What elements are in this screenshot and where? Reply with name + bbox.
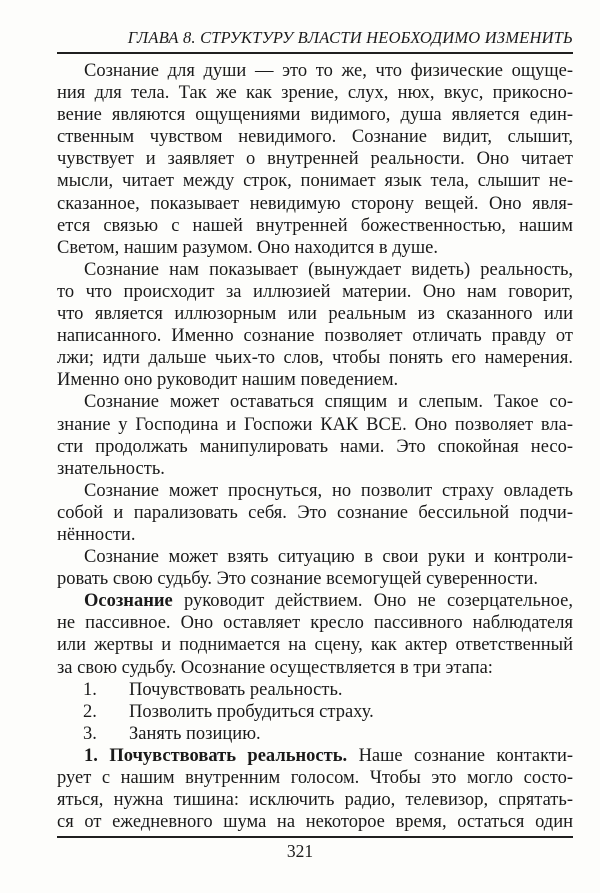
text-segment: яться, нужна тишина: исключить радио, телевизор, спрятать- bbox=[57, 790, 573, 811]
text-segment: ся от ежедневного шума на некоторое время, остаться один bbox=[57, 812, 573, 833]
text-line bbox=[57, 546, 573, 568]
text-segment: рует с нашим внутренним голосом. Чтобы это могло состо- bbox=[57, 768, 573, 788]
text-line bbox=[57, 126, 573, 148]
list-item-text: Почувствовать реальность. bbox=[129, 679, 343, 700]
text-line bbox=[57, 237, 573, 259]
text-segment: Наше сознание контакти- bbox=[347, 745, 573, 766]
text-line bbox=[57, 414, 573, 436]
text-line bbox=[57, 148, 573, 170]
text-segment: не пассивное. Оно оставляет кресло пассивного наблюдателя bbox=[57, 613, 573, 634]
text-segment: лжи; идти дальше чьих-то слов, чтобы понять его намерения. bbox=[57, 348, 573, 369]
text-segment: или жертвы и поднимается на сцену, как актер ответственный bbox=[57, 635, 573, 656]
text-segment: знательность. bbox=[57, 458, 165, 479]
text-line bbox=[57, 170, 573, 192]
text-line bbox=[57, 347, 573, 369]
text-segment: Светом, нашим разумом. Оно находится в душе. bbox=[57, 237, 438, 258]
text-line bbox=[57, 480, 573, 502]
text-line bbox=[57, 325, 573, 347]
numbered-list-item bbox=[57, 723, 573, 745]
text-segment: руководит действием. Оно не созерцательное, bbox=[172, 591, 573, 612]
page-number: 321 bbox=[286, 841, 314, 862]
text-line bbox=[57, 215, 573, 237]
text-segment: чувствует и заявляет о внутренней реальности. Оно читает bbox=[57, 149, 573, 170]
text-line bbox=[57, 82, 573, 104]
text-segment: Сознание нам показывает (вынуждает видеть) реальность, bbox=[84, 259, 573, 280]
text-line bbox=[57, 789, 573, 811]
text-segment: Сознание может проснуться, но позволит страху овладеть bbox=[84, 480, 573, 501]
text-segment: ровать свою судьбу. Это сознание всемогущей суверенности. bbox=[57, 569, 538, 590]
text-line bbox=[57, 811, 573, 833]
text-segment: Сознание может оставаться спящим и слепым. Такое со- bbox=[84, 392, 573, 413]
text-segment: вение являются ощущениями видимого, душа является един- bbox=[57, 105, 573, 126]
footer-rule bbox=[57, 836, 573, 838]
text-segment: Именно оно руководит нашим поведением. bbox=[57, 370, 399, 391]
list-item-number: 2. bbox=[83, 701, 97, 722]
text-segment: написанного. Именно сознание позволяет отличать правду от bbox=[57, 326, 573, 347]
text-line bbox=[57, 745, 573, 767]
text-line bbox=[57, 391, 573, 413]
text-line bbox=[57, 502, 573, 524]
text-segment: знание у Господина и Госпожи КАК ВСЕ. Оно позволяет вла- bbox=[57, 414, 573, 435]
text-line bbox=[57, 281, 573, 303]
text-segment: ния для тела. Так же как зрение, слух, нюх, вкус, прикосно- bbox=[57, 83, 573, 104]
text-body bbox=[57, 60, 573, 833]
text-segment: нённости. bbox=[57, 524, 136, 545]
text-segment: сти продолжать манипулировать нами. Это спокойная несо- bbox=[57, 436, 573, 457]
bold-text-segment: 1. Почувствовать реальность. bbox=[84, 745, 348, 766]
text-line bbox=[57, 524, 573, 546]
text-line bbox=[57, 104, 573, 126]
text-line bbox=[57, 60, 573, 82]
text-line bbox=[57, 436, 573, 458]
list-item-number: 1. bbox=[83, 679, 97, 700]
text-segment: собой и парализовать себя. Это сознание бессильной подчи- bbox=[57, 502, 573, 523]
list-item-number: 3. bbox=[83, 723, 97, 744]
text-segment: ственным чувством невидимого. Сознание видит, слышит, bbox=[57, 127, 573, 148]
text-segment: что является иллюзорным или реальным из сказанного или bbox=[57, 304, 573, 325]
list-item-text: Занять позицию. bbox=[129, 723, 261, 744]
text-segment: мысли, читает между строк, понимает язык тела, слышит не- bbox=[57, 171, 573, 192]
text-line bbox=[57, 259, 573, 281]
bold-text-segment: Осознание bbox=[84, 591, 173, 612]
text-line bbox=[57, 767, 573, 789]
text-segment: сказанное, показывает невидимую сторону вещей. Оно явля- bbox=[57, 193, 573, 214]
running-head-chapter-title: ГЛАВА 8. СТРУКТУРУ ВЛАСТИ НЕОБХОДИМО ИЗМЕНИТЬ bbox=[127, 28, 573, 47]
text-segment: Сознание может взять ситуацию в свои руки и контроли- bbox=[84, 547, 573, 568]
header-rule bbox=[57, 52, 573, 54]
text-segment: ется связью с нашей внутренней божественностью, нашим bbox=[57, 215, 573, 236]
numbered-list-item bbox=[57, 679, 573, 701]
text-line bbox=[57, 303, 573, 325]
text-line bbox=[57, 590, 573, 612]
text-segment: Сознание для души — это то же, что физические ощуще- bbox=[84, 61, 573, 81]
numbered-list-item bbox=[57, 701, 573, 723]
text-line bbox=[57, 612, 573, 634]
text-line bbox=[57, 458, 573, 480]
text-segment: за свою судьбу. Осознание осуществляется в три этапа: bbox=[57, 657, 493, 678]
text-line bbox=[57, 634, 573, 656]
text-line bbox=[57, 657, 573, 679]
list-item-text: Позволить пробудиться страху. bbox=[129, 701, 374, 722]
text-line bbox=[57, 369, 573, 391]
text-line bbox=[57, 193, 573, 215]
text-line bbox=[57, 568, 573, 590]
text-segment: то что происходит за иллюзией материи. Оно нам говорит, bbox=[57, 281, 573, 302]
